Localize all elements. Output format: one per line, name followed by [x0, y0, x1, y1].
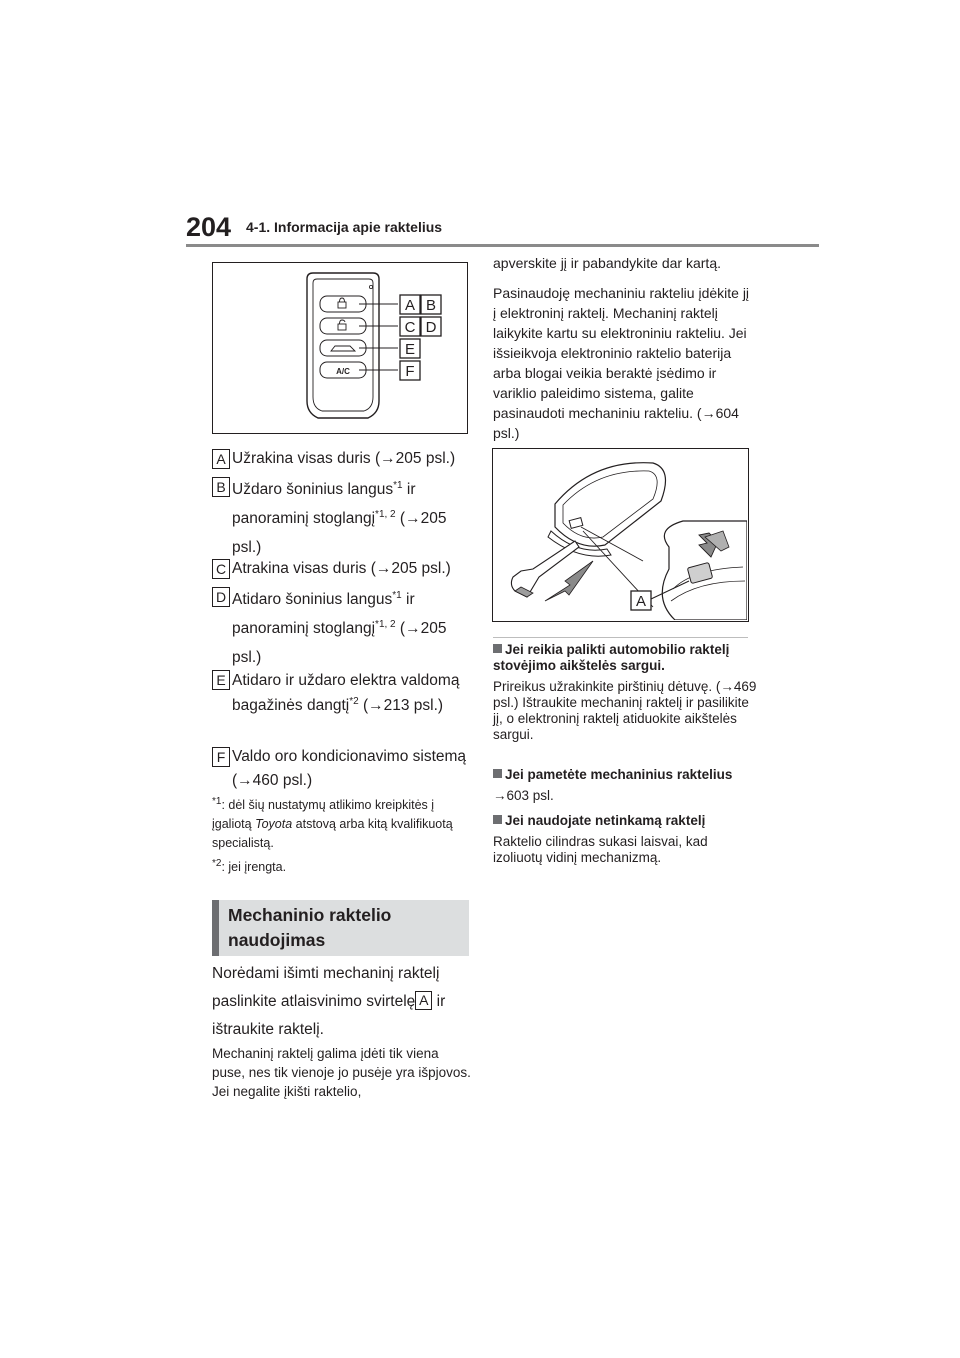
item-label: F — [212, 747, 230, 767]
item-label: D — [212, 587, 230, 607]
item-text: Užrakina visas duris (→205 psl.) — [232, 450, 456, 467]
item-label: C — [212, 559, 230, 579]
callout-b: B — [425, 297, 437, 314]
divider — [493, 637, 748, 638]
subsection-valet-title: Jei reikia palikti automobilio raktelį stovėjimo aikštelės sargui. — [493, 642, 730, 673]
item-f — [212, 745, 474, 793]
item-text: Atrakina visas duris (→205 psl.) — [232, 560, 451, 577]
item-a — [212, 447, 474, 471]
chapter-title: 4-1. Informacija apie raktelius — [246, 219, 443, 235]
key-fob-illustration — [213, 263, 466, 432]
item-e — [212, 668, 474, 718]
section-header: Mechaninio raktelio naudojimas — [212, 900, 469, 956]
callout-a: A — [404, 297, 416, 314]
mechanical-key-figure — [492, 448, 749, 622]
callout-f: F — [405, 363, 415, 380]
right-paragraph-1: apverskite jį ir pabandykite dar kartą. — [493, 255, 721, 271]
key-fob-figure — [212, 262, 468, 434]
mechanical-key-intro: Norėdami išimti mechaninį raktelį paslinkite atlaisvinimo svirtelę A ir ištraukite raktelį. — [212, 965, 446, 1038]
item-text: Atidaro ir uždaro elektra valdomą bagažinės dangtį$^{*2}$ (→213 psl.) — [232, 672, 460, 714]
subsection-valet-body: Prireikus užrakinkite pirštinių dėtuvę. (→469 psl.) Ištraukite mechaninį raktelį ir pasilikite jį, o elektroninį raktelį atiduokite aikštelės sargui. — [493, 679, 757, 742]
subsection-wrong-key-body: Raktelio cilindras sukasi laisvai, kad izoliuotų vidinį mechanizmą. — [493, 834, 708, 865]
inline-label-a: A — [415, 991, 432, 1010]
subsection-wrong-key-title: Jei naudojate netinkamą raktelį — [493, 813, 759, 829]
mechanical-key-note: Mechaninį raktelį galima įdėti tik viena puse, nes tik vienoje jo pusėje yra išpjovos. Jei negalite įkišti raktelio, — [212, 1046, 471, 1099]
subsection-lost-keys-title: Jei pametėte mechaninius raktelius — [493, 767, 759, 783]
item-label: E — [212, 670, 230, 690]
item-c — [212, 557, 474, 581]
right-paragraph-2: Pasinaudoję mechaniniu rakteliu įdėkite jį į elektroninį raktelį. Mechaninį raktelį laikykite kartu su elektroniniu rakteliu. Jei išsieikvoja elektroninio raktelio baterija arba blogai veikia beraktė įsėdimo ir variklio paleidimo sistema, galite pasinaudoti mechaniniu rakteliu. (→604 psl.) — [493, 285, 750, 441]
page-number: 204 — [186, 212, 232, 242]
item-text: Valdo oro kondicionavimo sistemą (→460 psl.) — [232, 748, 467, 789]
square-bullet-icon — [493, 769, 502, 778]
callout-e: E — [404, 341, 416, 358]
mechanical-key-illustration — [493, 449, 747, 620]
item-text: Uždaro šoninius langus$^{*1}$ ir panoraminį stoglangį$^{*1, 2}$ (→205 psl.) — [232, 479, 447, 556]
callout-c: C — [404, 319, 416, 336]
callout-a: A — [635, 593, 647, 610]
item-d — [212, 585, 474, 672]
square-bullet-icon — [493, 644, 502, 653]
item-label: B — [212, 477, 230, 497]
item-text: Atidaro šoninius langus$^{*1}$ ir panoraminį stoglangį$^{*1, 2}$ (→205 psl.) — [232, 589, 447, 666]
item-label: A — [212, 449, 230, 469]
header-rule — [186, 244, 819, 247]
square-bullet-icon — [493, 815, 502, 824]
item-b — [212, 475, 474, 562]
footnote-2: $^{*2}$: jei įrengta. — [212, 857, 287, 874]
ac-button-text: A/C — [336, 367, 350, 376]
subsection-lost-keys-body: →603 psl. — [493, 788, 554, 803]
footnote-1: $^{*1}$: dėl šių nustatymų atlikimo kreipkitės į įgaliotą Toyota atstovą arba kitą kvalifikuotą specialistą. — [212, 795, 453, 850]
callout-d: D — [425, 319, 437, 336]
